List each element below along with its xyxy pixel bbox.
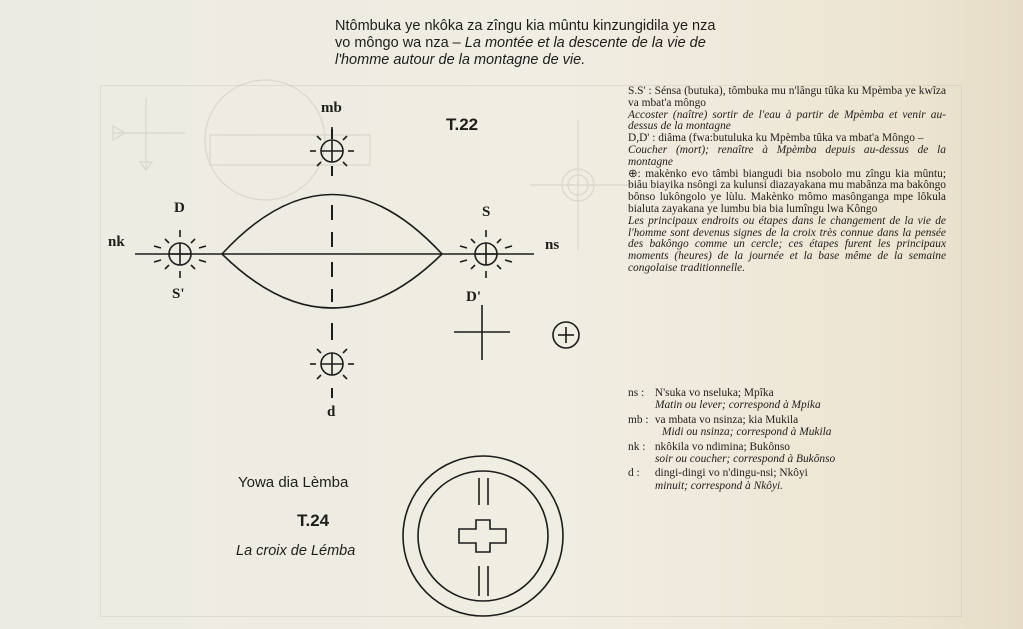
explanation-column xyxy=(628,86,946,275)
header-french: La montée et la descente de la vie de xyxy=(464,35,706,51)
ss-paragraph: S.S' : Sénsa (butuka), tômbuka mu n'lângu tûka ku Mpèmba ye kwîza va mbat'a môngo xyxy=(628,85,946,109)
definition-text: va mbata vo nsinza; kia Mukila xyxy=(654,413,799,426)
label-mb: mb xyxy=(321,100,342,116)
definition-key: d : xyxy=(628,467,640,480)
figure-t22-title: T.22 xyxy=(446,115,479,134)
header-line-3: l'homme autour de la montagne de vie. xyxy=(335,52,586,68)
definition-mb xyxy=(628,414,948,439)
definition-french: Midi ou nsinza; correspond à Mukila xyxy=(662,426,832,439)
makenko-paragraph-french: Les principaux endroits ou étapes dans le changement de la vie de l'homme sont devenus signes de la croix très connue dans la pensée des bakôngo comme un cercle; ces étapes furent les principaux moments (heures) de la journée et la base même de la semaine congolaise traditionnelle. xyxy=(628,214,946,274)
header-kikongo: vo môngo wa nza – xyxy=(335,35,465,51)
mb-sun-icon xyxy=(310,127,354,166)
definition-text: N'suka vo nseluka; Mpîka xyxy=(654,387,774,399)
plain-cross-icon xyxy=(454,305,510,360)
definition-french: minuit; correspond à Nkôyi. xyxy=(655,479,784,492)
t24-french-caption: La croix de Lémba xyxy=(236,543,356,559)
makenko-paragraph: ⊕: makènko evo tâmbi biangudi bia nsobolo mu zîngu kia mûntu; biâu biayika nsôngi za kulunsi diazayakana mu mabânza ma bakôngo bônso lukôngolo ye lùlu. Makènko mômo masônganga mpe lôkula bialuta zayakana ye lumbu bia bia lumîngu lwa Kôngo xyxy=(628,167,946,215)
label-nk: nk xyxy=(108,234,125,250)
label-S: S xyxy=(482,204,491,220)
page-header xyxy=(335,18,815,69)
d-sun-icon xyxy=(310,349,354,379)
header-line-2 xyxy=(335,35,815,52)
label-D: D xyxy=(174,200,185,216)
definition-french: Matin ou lever; correspond à Mpika xyxy=(655,399,821,412)
definition-text: dingi-dingi vo n'dingu-nsi; Nkôyi xyxy=(654,467,808,480)
lemba-cross-icon xyxy=(403,456,563,616)
dd-paragraph: D,D' : diâma (fwa:butuluka ku Mpèmba tûka va mbat'a Môngo – xyxy=(628,132,924,145)
label-ns: ns xyxy=(545,237,560,253)
label-S-prime: S' xyxy=(172,286,185,302)
label-d: d xyxy=(327,404,336,420)
definition-text: nkôkila vo ndimina; Bukônso xyxy=(654,440,790,453)
figure-t24-title: T.24 xyxy=(297,511,330,530)
definition-nk xyxy=(628,441,948,466)
show-through-graphics xyxy=(113,80,640,250)
definition-key: ns : xyxy=(628,387,645,399)
definition-key: mb : xyxy=(628,413,649,426)
definition-ns xyxy=(628,387,948,412)
t24-kikongo-title: Yowa dia Lèmba xyxy=(238,474,349,491)
definition-key: nk : xyxy=(628,440,646,453)
label-D-prime: D' xyxy=(466,289,481,305)
definitions-list xyxy=(628,387,948,494)
header-line-1: Ntômbuka ye nkôka za zîngu kia mûntu kinzungidila ye nza xyxy=(335,18,716,34)
ss-paragraph-french: Accoster (naître) sortir de l'eau à partir de Mpèmba et venir au-dessus de la montagne xyxy=(628,108,946,133)
dd-paragraph-french: Coucher (mort); renaître à Mpèmba depuis au-dessus de la montagne xyxy=(628,143,946,168)
definition-french: soir ou coucher; correspond à Bukônso xyxy=(655,453,836,466)
definition-d xyxy=(628,467,948,492)
circled-cross-icon xyxy=(553,322,579,348)
